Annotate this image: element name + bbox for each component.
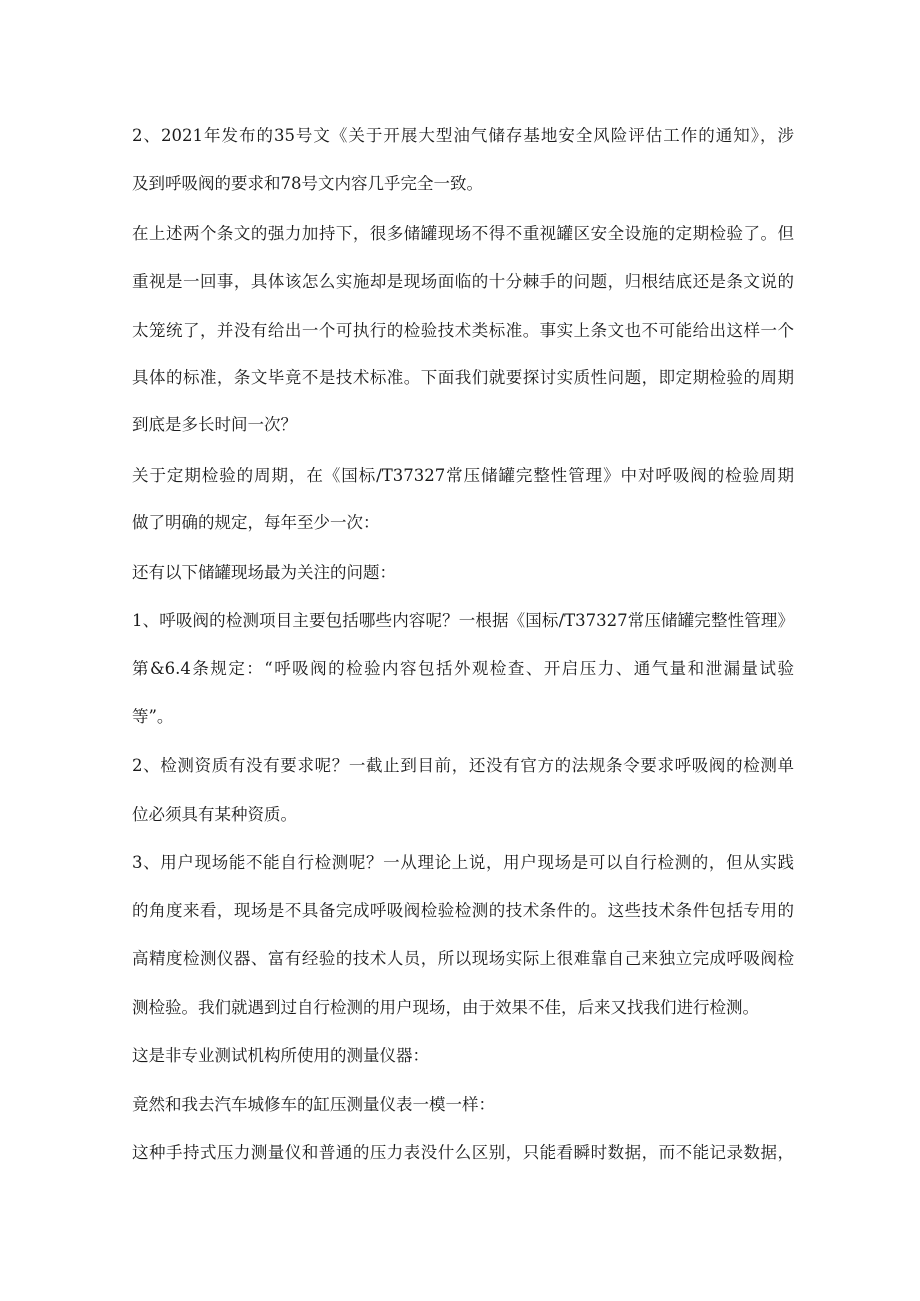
text-line-5: 太笼统了，并没有给出一个可执行的检验技术类标准。事实上条文也不可能给出这样一个	[132, 321, 794, 340]
text-line-15: 位必须具有某种资质。	[132, 805, 297, 824]
text-line-1: 2、2021年发布的35号文《关于开展大型油气储存基地安全风险评估工作的通知》，涉	[132, 126, 794, 145]
text-line-2: 及到呼吸阀的要求和78号文内容几乎完全一致。	[132, 174, 483, 193]
text-line-7: 到底是多长时间一次？	[132, 415, 297, 434]
text-line-8: 关于定期检验的周期，在《国标/T37327常压储罐完整性管理》中对呼吸阀的检验周期	[132, 466, 794, 485]
text-line-22: 这种手持式压力测量仪和普通的压力表没什么区别，只能看瞬时数据，而不能记录数据，	[132, 1143, 794, 1162]
text-line-21: 竟然和我去汽车城修车的缸压测量仪表一模一样：	[132, 1095, 495, 1114]
text-line-20: 这是非专业测试机构所使用的测量仪器：	[132, 1046, 429, 1065]
text-line-3: 在上述两个条文的强力加持下，很多储罐现场不得不重视罐区安全设施的定期检验了。但	[132, 224, 794, 243]
text-line-11: 1、呼吸阀的检测项目主要包括哪些内容呢？一根据《国标/T37327常压储罐完整性管理》	[132, 611, 794, 630]
text-line-10: 还有以下储罐现场最为关注的问题：	[132, 563, 396, 582]
text-line-18: 高精度检测仪器、富有经验的技术人员，所以现场实际上很难靠自己来独立完成呼吸阀检	[132, 949, 794, 968]
text-line-9: 做了明确的规定，每年至少一次：	[132, 513, 380, 532]
text-line-19: 测检验。我们就遇到过自行检测的用户现场，由于效果不佳，后来又找我们进行检测。	[132, 998, 759, 1017]
text-line-6: 具体的标准，条文毕竟不是技术标准。下面我们就要探讨实质性问题，即定期检验的周期	[132, 368, 794, 387]
text-line-4: 重视是一回事，具体该怎么实施却是现场面临的十分棘手的问题，归根结底还是条文说的	[132, 272, 794, 291]
text-line-17: 的角度来看，现场是不具备完成呼吸阀检验检测的技术条件的。这些技术条件包括专用的	[132, 901, 794, 920]
text-line-16: 3、用户现场能不能自行检测呢？一从理论上说，用户现场是可以自行检测的，但从实践	[132, 853, 794, 872]
text-line-13: 等”。	[132, 707, 174, 726]
text-line-14: 2、检测资质有没有要求呢？一截止到目前，还没有官方的法规条令要求呼吸阀的检测单	[132, 756, 794, 775]
text-line-12: 第&6.4条规定：“呼吸阀的检验内容包括外观检查、开启压力、通气量和泄漏量试验	[132, 659, 794, 678]
